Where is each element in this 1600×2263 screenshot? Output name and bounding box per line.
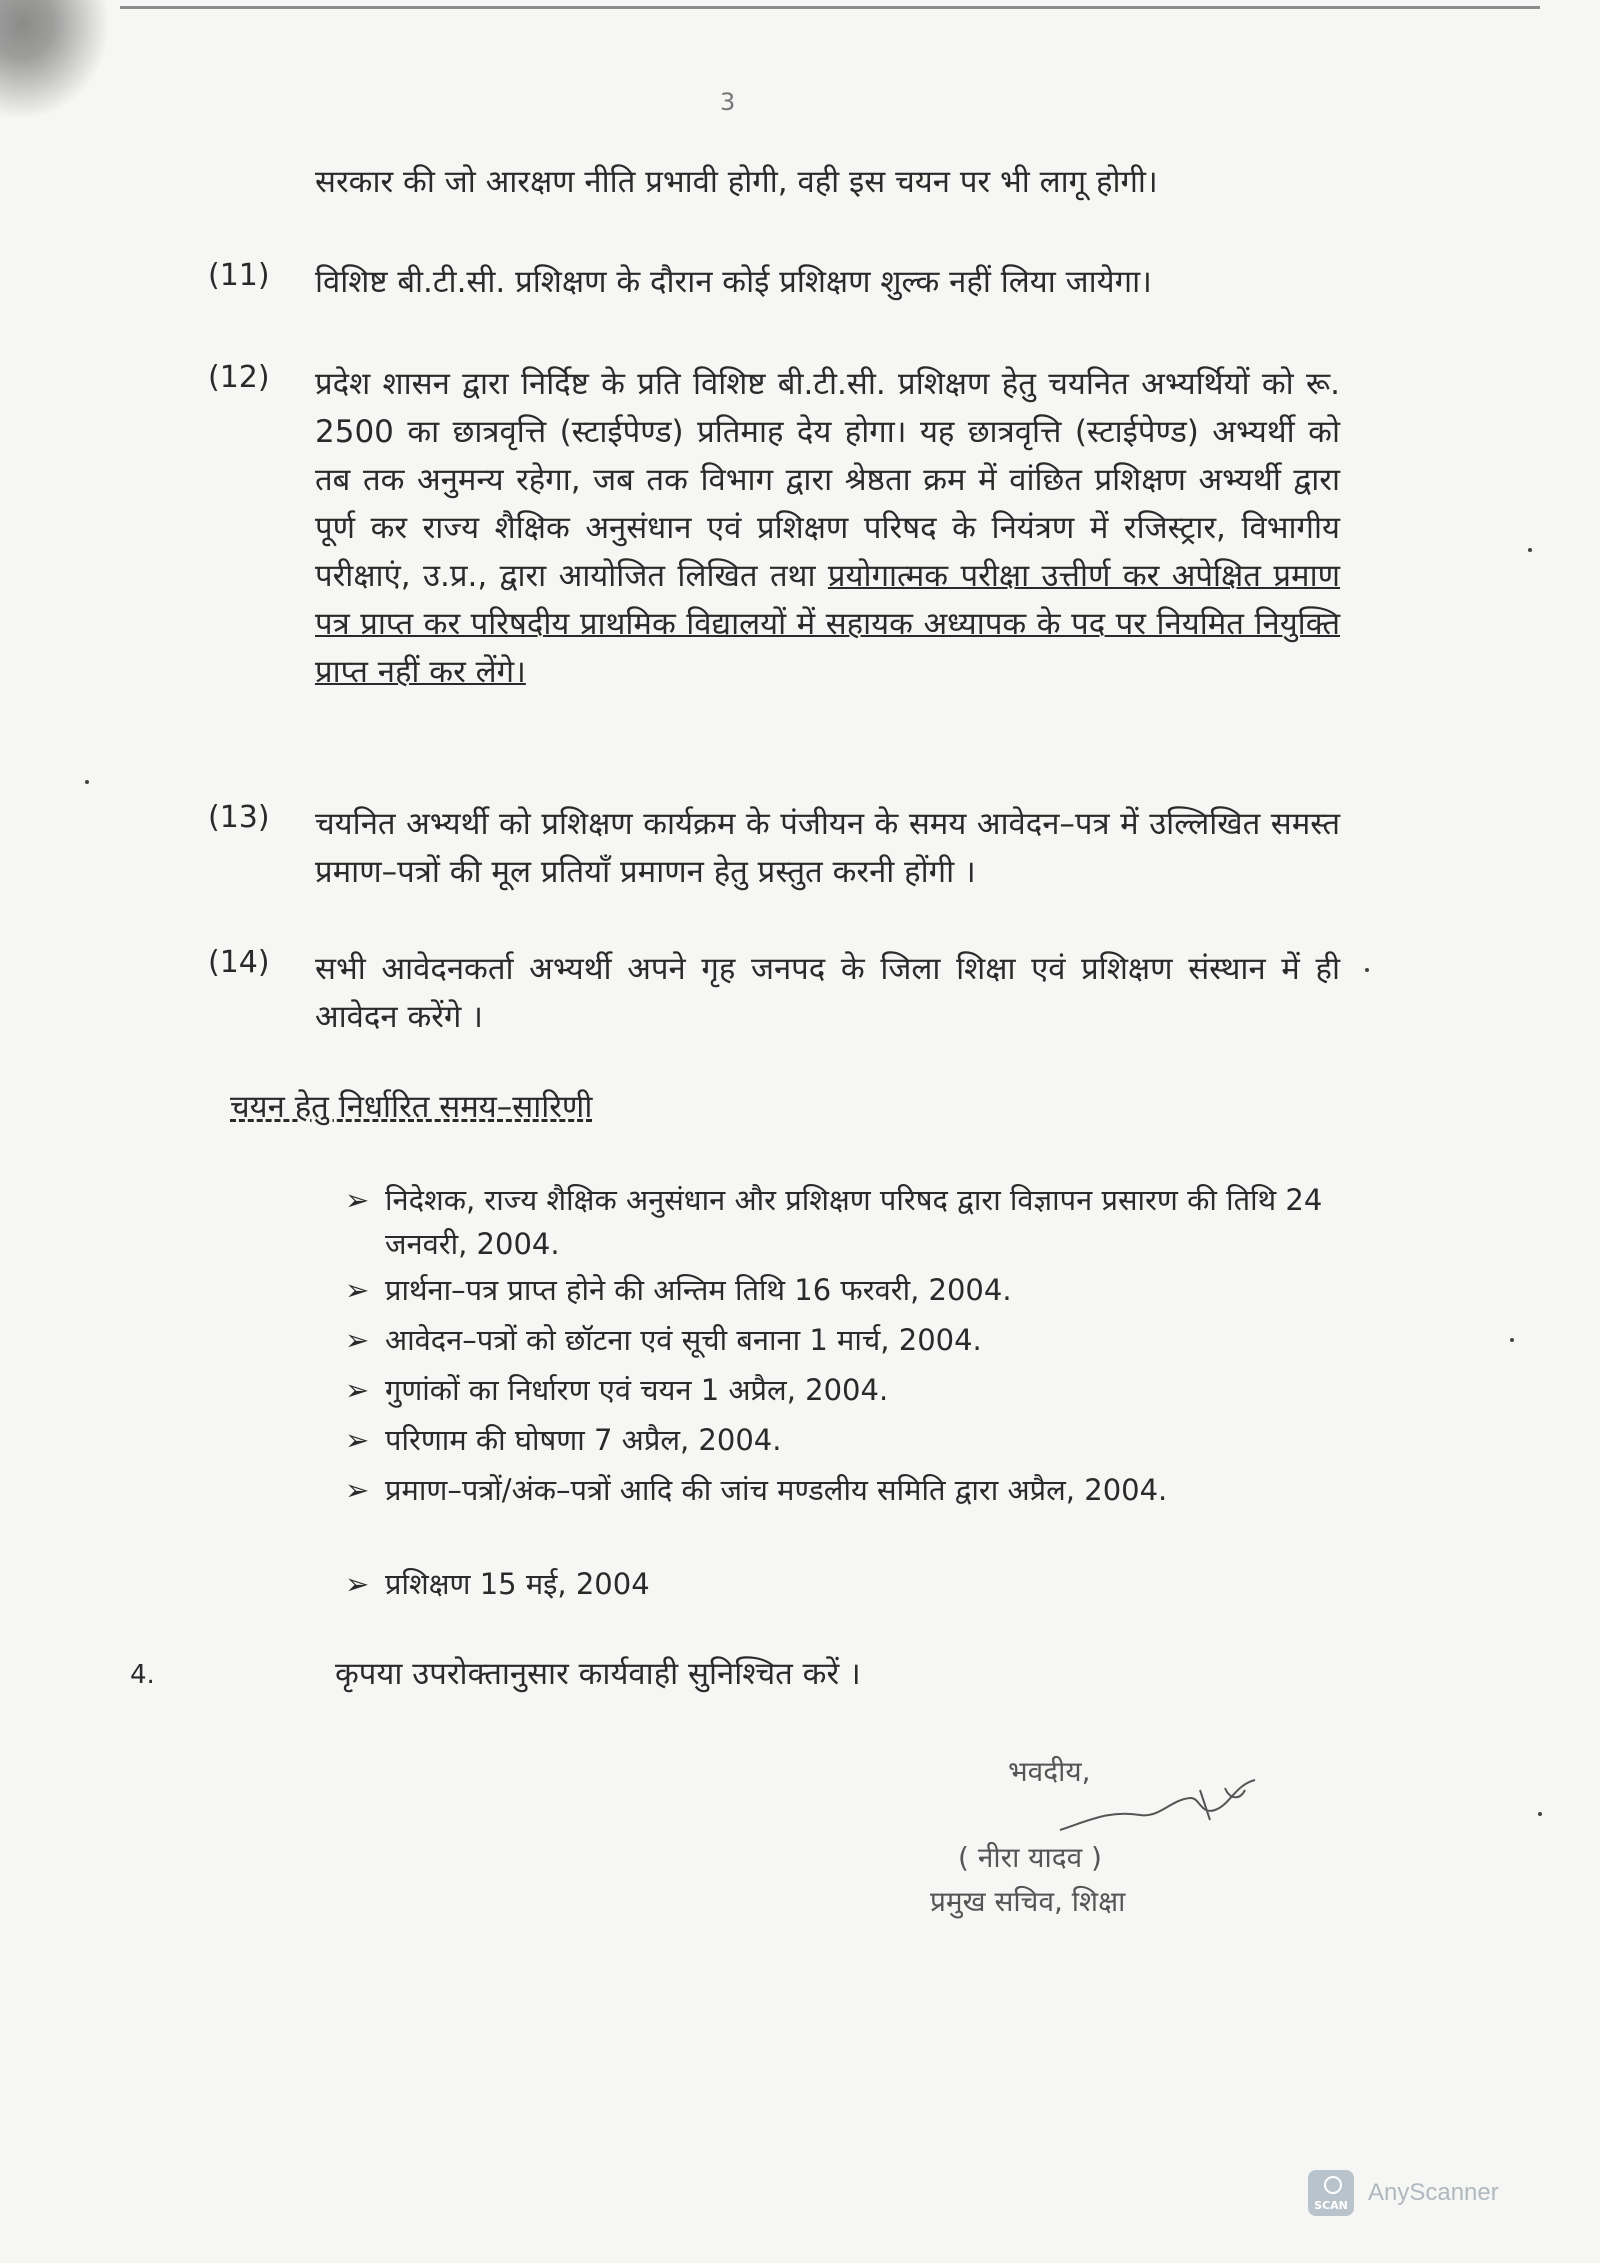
schedule-item: ➢ प्रमाण–पत्रों/अंक–पत्रों आदि की जांच मण्डलीय समिति द्वारा अप्रैल, 2004. (385, 1468, 1335, 1512)
paragraph-number: 4. (130, 1660, 155, 1690)
item-text (315, 360, 1340, 696)
arrow-bullet-icon: ➢ (345, 1473, 370, 1507)
schedule-heading: चयन हेतु निर्धारित समय–सारिणी (230, 1089, 593, 1125)
closing-paragraph: कृपया उपरोक्तानुसार कार्यवाही सुनिश्चित करें । (335, 1656, 861, 1692)
arrow-bullet-icon: ➢ (345, 1323, 370, 1357)
scan-shadow (0, 0, 110, 120)
scan-speck (85, 780, 89, 784)
item-number: (11) (208, 258, 270, 293)
scanner-brand: AnyScanner (1368, 2179, 1499, 2206)
signature-greeting: भवदीय, (1008, 1755, 1091, 1788)
item-text-part: प्रदेश शासन द्वारा निर्दिष्ट के प्रति विशिष्ट बी.टी.सी. प्रशिक्षण हेतु चयनित अभ्यर्थियों को रू. 2500 का छात्रवृत्ति (स्टाईपेण्ड) प्रतिमाह देय होगा। यह छात्रवृत्ति (स्टाईपेण्ड) अभ्यर्थी को तब तक अनुमन्य रहेगा, जब तक विभाग द्वारा श्रेष्ठता क्रम में वांछित प्रशिक्षण अभ्यर्थी द्वारा पूर्ण कर राज्य शैक्षिक अनुसंधान एवं प्रशिक्षण परिषद के नियंत्रण में रजिस्ट्रार, विभागीय परीक्षाएं, उ.प्र., द्वारा आयोजित लिखित तथा (315, 366, 1340, 594)
item-text: सभी आवेदनकर्ता अभ्यर्थी अपने गृह जनपद के जिला शिक्षा एवं प्रशिक्षण संस्थान में ही आवेदन करेंगे । (315, 951, 1340, 1035)
signatory-name: ( नीरा यादव ) (958, 1841, 1102, 1874)
scan-speck (1538, 1812, 1542, 1816)
arrow-bullet-icon: ➢ (345, 1423, 370, 1457)
item-number: (13) (208, 800, 270, 835)
schedule-item: ➢ प्रार्थना–पत्र प्राप्त होने की अन्तिम तिथि 16 फरवरी, 2004. (385, 1268, 1335, 1312)
schedule-item: ➢ आवेदन–पत्रों को छॉटना एवं सूची बनाना 1 मार्च, 2004. (385, 1318, 1335, 1362)
item-text: चयनित अभ्यर्थी को प्रशिक्षण कार्यक्रम के पंजीयन के समय आवेदन–पत्र में उल्लिखित समस्त प्रमाण–पत्रों की मूल प्रतियाँ प्रमाणन हेतु प्रस्तुत करनी होंगी । (315, 806, 1340, 890)
arrow-bullet-icon: ➢ (345, 1567, 370, 1601)
item-number: (12) (208, 360, 270, 395)
signatory-title: प्रमुख सचिव, शिक्षा (930, 1885, 1126, 1918)
schedule-item: ➢ गुणांकों का निर्धारण एवं चयन 1 अप्रैल, 2004. (385, 1368, 1335, 1412)
arrow-bullet-icon: ➢ (345, 1273, 370, 1307)
scanner-logo-icon: SCAN (1308, 2170, 1354, 2216)
scan-speck (1510, 1338, 1514, 1342)
schedule-item: ➢ प्रशिक्षण 15 मई, 2004 (385, 1562, 1335, 1606)
arrow-bullet-icon: ➢ (345, 1183, 370, 1217)
schedule-item: ➢ निदेशक, राज्य शैक्षिक अनुसंधान और प्रशिक्षण परिषद द्वारा विज्ञापन प्रसारण की तिथि 24 जनवरी, 2004. (385, 1178, 1335, 1266)
intro-paragraph: सरकार की जो आरक्षण नीति प्रभावी होगी, वही इस चयन पर भी लागू होगी। (315, 164, 1158, 200)
scan-speck (1365, 968, 1369, 972)
item-text-underlined: प्रयोगात्मक परीक्षा उत्तीर्ण कर अपेक्षित प्रमाण पत्र प्राप्त कर परिषदीय प्राथमिक विद्यालयों में सहायक अध्यापक के पद पर नियमित नियुक्ति प्राप्त नहीं कर लेंगे। (315, 558, 1341, 690)
item-text: विशिष्ट बी.टी.सी. प्रशिक्षण के दौरान कोई प्रशिक्षण शुल्क नहीं लिया जायेगा। (315, 264, 1152, 300)
top-edge-line (120, 6, 1540, 9)
page-number: 3 (720, 88, 736, 116)
item-number: (14) (208, 945, 270, 980)
arrow-bullet-icon: ➢ (345, 1373, 370, 1407)
scanner-watermark (1308, 2170, 1499, 2216)
schedule-item: ➢ परिणाम की घोषणा 7 अप्रैल, 2004. (385, 1418, 1335, 1462)
scan-speck (1528, 548, 1532, 552)
